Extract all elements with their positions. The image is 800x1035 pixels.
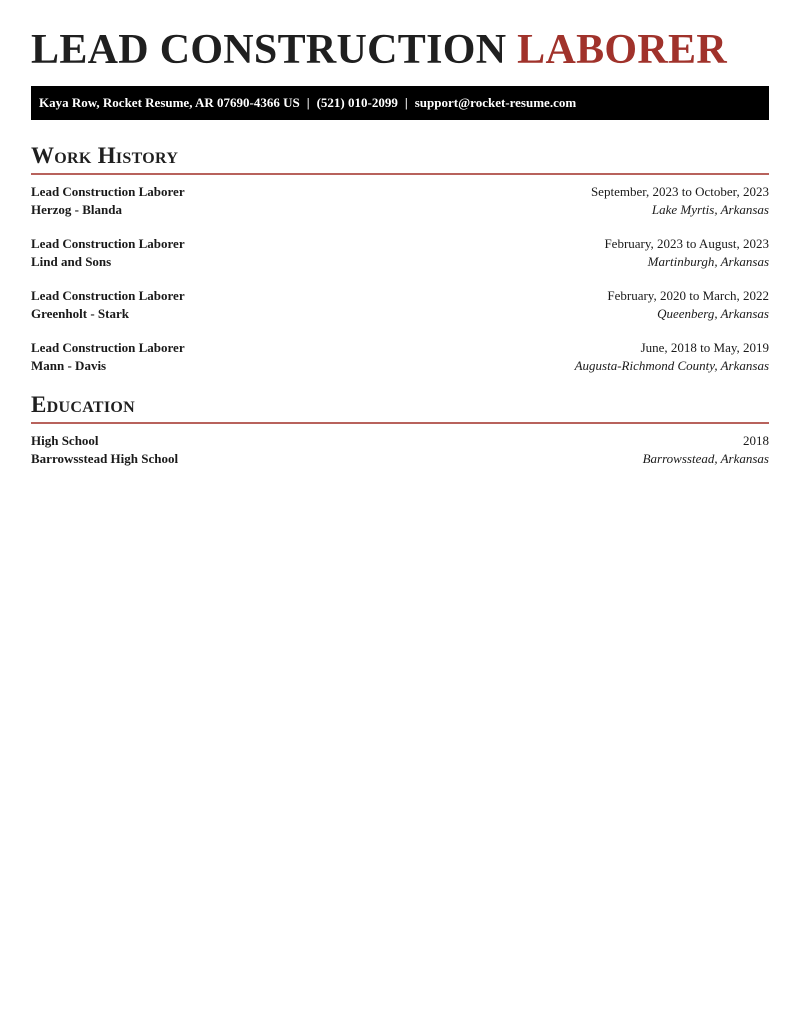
title-accent: LABORER <box>517 27 727 73</box>
job-dates: February, 2020 to March, 2022 <box>607 288 769 303</box>
job-row-primary <box>31 183 769 201</box>
education-row-primary <box>31 432 769 450</box>
contact-bar <box>31 86 769 120</box>
education-list <box>31 432 769 468</box>
job-entry <box>31 287 769 323</box>
job-title: Lead Construction Laborer <box>31 340 185 355</box>
title-main: LEAD CONSTRUCTION <box>31 27 507 73</box>
job-title: Lead Construction Laborer <box>31 184 185 199</box>
job-company: Mann - Davis <box>31 358 107 373</box>
contact-address: Kaya Row, Rocket Resume, AR 07690-4366 US <box>39 95 300 110</box>
resume-title <box>31 0 769 72</box>
job-title: Lead Construction Laborer <box>31 236 185 251</box>
education-year: 2018 <box>743 433 769 448</box>
job-company: Lind and Sons <box>31 254 112 269</box>
job-location: Martinburgh, Arkansas <box>647 254 769 269</box>
education-location: Barrowsstead, Arkansas <box>642 451 769 466</box>
job-company: Herzog - Blanda <box>31 202 122 217</box>
education-school: Barrowsstead High School <box>31 451 179 466</box>
job-row-primary <box>31 287 769 305</box>
work-history-list <box>31 183 769 375</box>
job-row-secondary <box>31 201 769 219</box>
education-heading: Education <box>31 391 769 424</box>
job-dates: September, 2023 to October, 2023 <box>590 184 769 199</box>
job-location: Augusta-Richmond County, Arkansas <box>574 358 769 373</box>
education-degree: High School <box>31 433 99 448</box>
job-row-primary <box>31 339 769 357</box>
job-dates: February, 2023 to August, 2023 <box>604 236 769 251</box>
education-row-secondary <box>31 450 769 468</box>
job-entry <box>31 235 769 271</box>
job-location: Queenberg, Arkansas <box>657 306 769 321</box>
job-entry <box>31 183 769 219</box>
contact-separator: | <box>306 95 310 110</box>
job-title: Lead Construction Laborer <box>31 288 185 303</box>
job-row-secondary <box>31 357 769 375</box>
job-location: Lake Myrtis, Arkansas <box>651 202 769 217</box>
job-dates: June, 2018 to May, 2019 <box>640 340 769 355</box>
job-entry <box>31 339 769 375</box>
contact-email: support@rocket-resume.com <box>414 95 577 110</box>
education-entry <box>31 432 769 468</box>
job-row-secondary <box>31 305 769 323</box>
contact-separator: | <box>404 95 408 110</box>
job-row-secondary <box>31 253 769 271</box>
job-row-primary <box>31 235 769 253</box>
job-company: Greenholt - Stark <box>31 306 129 321</box>
contact-phone: (521) 010-2099 <box>316 95 398 110</box>
work-history-heading: Work History <box>31 142 769 175</box>
